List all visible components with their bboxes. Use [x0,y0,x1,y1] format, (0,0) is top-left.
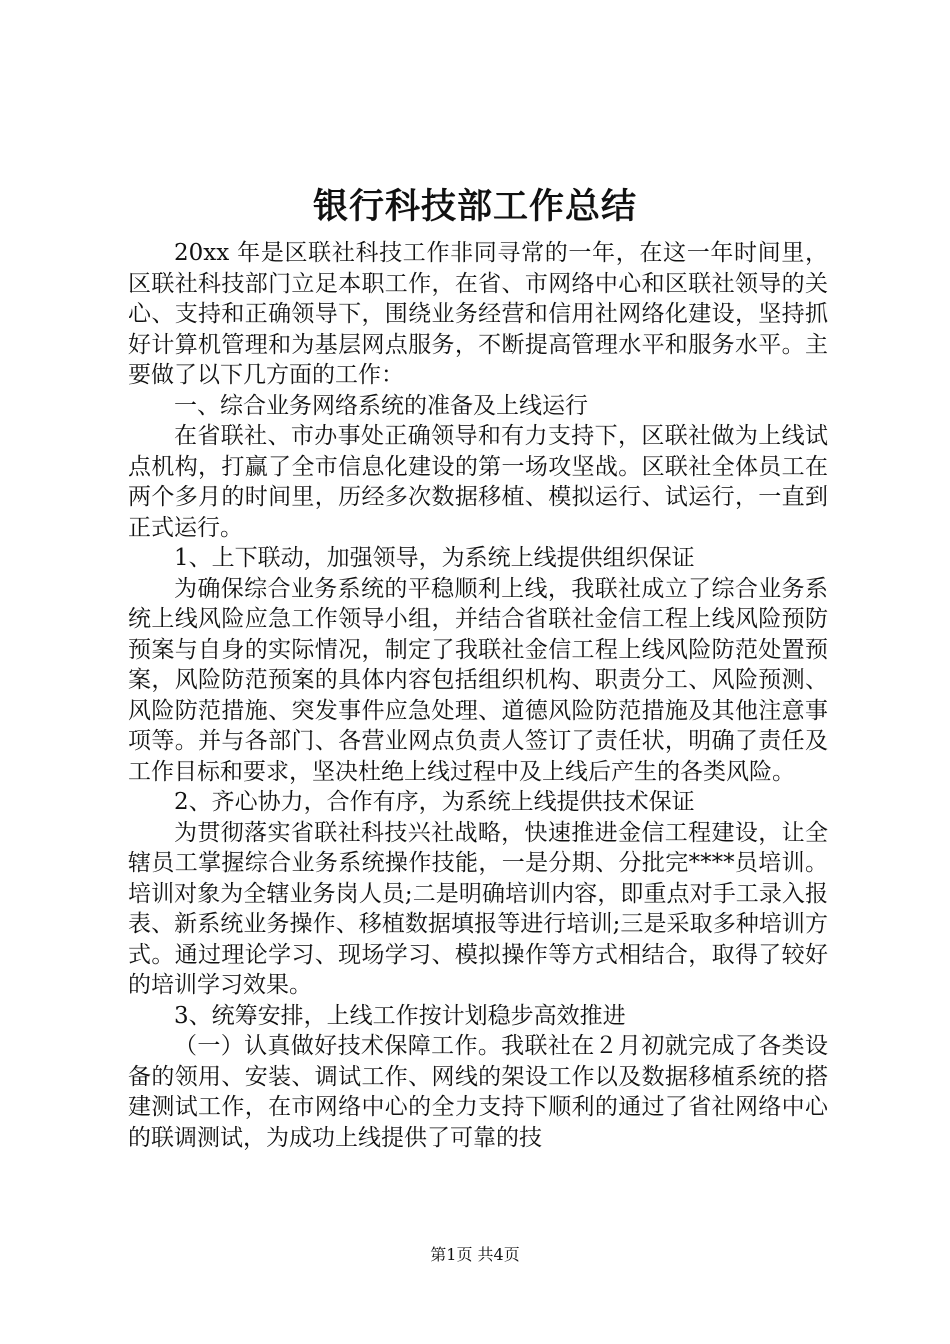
paragraph-section-1: 在省联社、市办事处正确领导和有力支持下，区联社做为上线试点机构，打赢了全市信息化建设的第一场攻坚战。区联社全体员工在两个多月的时间里，历经多次数据移植、模拟运行、试运行，一直到正式运行。 [128,423,828,541]
subsection-heading-3: 3、统筹安排，上线工作按计划稳步高效推进 [174,1002,626,1029]
paragraph-subsection-1: 为确保综合业务系统的平稳顺利上线，我联社成立了综合业务系统上线风险应急工作领导小组，并结合省联社金信工程上线风险预防预案与自身的实际情况，制定了我联社金信工程上线风险防范处置预案，风险防范预案的具体内容包括组织机构、职责分工、风险预测、风险防范措施、突发事件应急处理、道德风险防范措施及其他注意事项等。并与各部门、各营业网点负责人签订了责任状，明确了责任及工作目标和要求，坚决杜绝上线过程中及上线后产生的各类风险。 [128,575,828,785]
paragraph-intro: 20xx 年是区联社科技工作非同寻常的一年，在这一年时间里，区联社科技部门立足本职工作，在省、市网络中心和区联社领导的关心、支持和正确领导下，围绕业务经营和信用社网络化建设，坚持抓好计算机管理和为基层网点服务，不断提高管理水平和服务水平。主要做了以下几方面的工作： [128,240,828,388]
subsection-heading-1: 1、上下联动，加强领导，为系统上线提供组织保证 [174,545,695,571]
section-heading-1: 一、综合业务网络系统的准备及上线运行 [174,392,588,419]
paragraph-subsection-3: （一）认真做好技术保障工作。我联社在２月初就完成了各类设备的领用、安装、调试工作、网线的架设工作以及数据移植系统的搭建测试工作，在市网络中心的全力支持下顺利的通过了省社网络中心的联调测试，为成功上线提供了可靠的技 [128,1033,828,1151]
paragraph-subsection-2: 为贯彻落实省联社科技兴社战略，快速推进金信工程建设，让全辖员工掌握综合业务系统操作技能，一是分期、分批完****员培训。培训对象为全辖业务岗人员;二是明确培训内容，即重点对手工录入报表、新系统业务操作、移植数据填报等进行培训;三是采取多种培训方式。通过理论学习、现场学习、模拟操作等方式相结合，取得了较好的培训学习效果。 [128,819,828,998]
document-body [128,238,828,1153]
document-title: 银行科技部工作总结 [312,186,637,227]
subsection-heading-2: 2、齐心协力，合作有序，为系统上线提供技术保证 [174,789,695,815]
page-number-footer: 第1页 共4页 [430,1245,520,1264]
